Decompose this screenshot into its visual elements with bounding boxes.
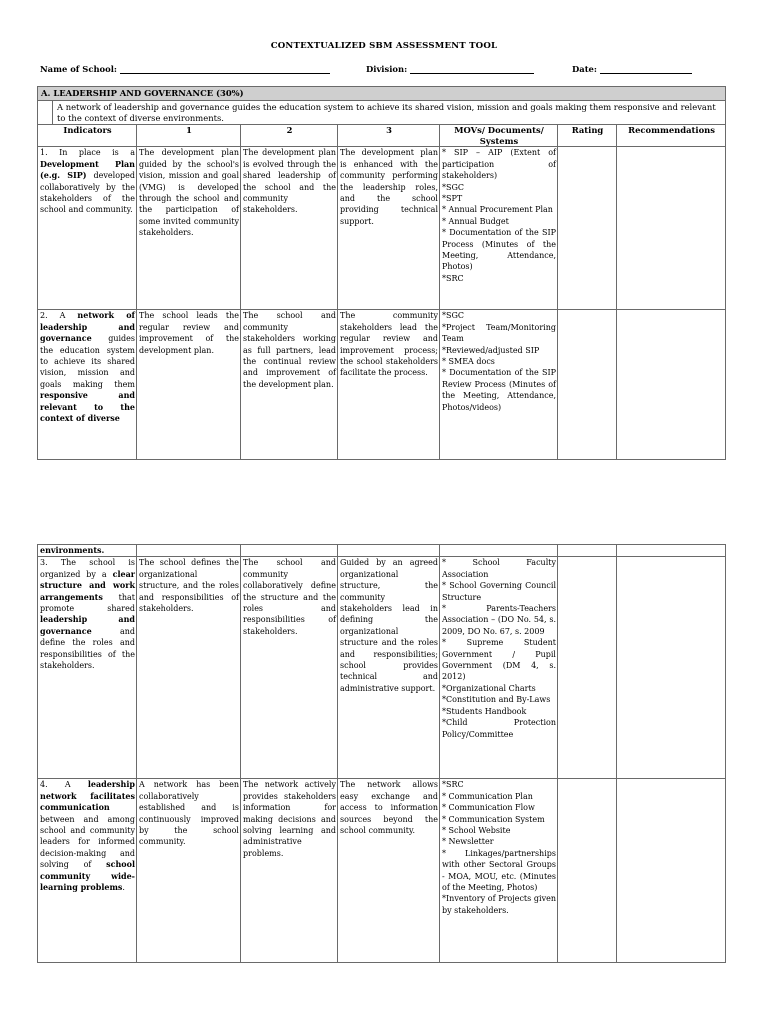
movs-cell [440,147,558,310]
table-row [38,310,726,460]
indicator-text: leadership and governance [40,614,135,636]
indicator-text: guides the education system to achieve its shared vision, mission and goals making them [40,334,135,389]
col-header-indicators: Indicators [38,125,137,147]
table-row [38,779,726,963]
level-2-cell: The network actively provides stakeholders information for making decisions and solving learning and administrative problems. [241,779,338,963]
indicator-text: clear structure and work arrangements [40,568,135,602]
mov-item: *Students Handbook [442,706,527,716]
col-header-level-3: 3 [338,125,440,147]
section-intro-row [38,101,726,125]
indicator-text: Development Plan (e.g. SIP) [40,158,135,181]
indicator-cell [38,310,137,460]
date-blank [600,65,692,74]
level-3-cell: Guided by an agreed organizational structure, the community stakeholders lead in defining the organizational structure and the roles and responsibilities; school provides technical and administrative support. [338,557,440,779]
indicator-text: school community wide-learning problems [40,859,135,893]
name-of-school-blank [120,65,330,74]
table-row [38,147,726,310]
mov-item: *Project Team/Monitoring Team [442,322,556,344]
mov-item: *Inventory of Projects given by stakeholders. [442,894,556,915]
mov-item: * SIP – AIP (Extent of participation of stakeholders) [442,148,556,181]
mov-item: *SRC [442,273,464,283]
table-row [38,557,726,779]
indicator-text: 2. A [40,311,78,321]
mov-item: *Child Protection Policy/Committee [442,718,556,739]
assessment-table-part-1 [37,86,726,460]
recommendations-cell[interactable] [617,147,726,310]
level-2-cell: The school and community collaboratively define the structure and the roles and responsibilities of stakeholders. [241,557,338,779]
col-header-movs: MOVs/ Documents/ Systems [440,125,558,147]
mov-item: * Parents-Teachers Association – (DO No. 54, s. 2009, DO No. 67, s. 2009 [442,604,556,636]
mov-item: * Linkages/partnerships with other Sectoral Groups - MOA, MOU, etc. (Minutes of the Meeting, Photos) [442,848,556,893]
date-field [572,64,692,74]
mov-item: *Constitution and By-Laws [442,695,551,705]
rating-cell[interactable] [558,557,617,779]
indicator-text: network of leadership and governance [40,310,135,344]
indicator-text: leadership network facilitates communication [40,779,135,813]
recommendations-cell[interactable] [617,310,726,460]
level-3-cell: The development plan is enhanced with the community performing the leadership roles, and the school providing technical support. [338,147,440,310]
level-1-cell: The school defines the organizational structure, and the roles and responsibilities of stakeholders. [137,557,241,779]
col-header-recommendations: Recommendations [617,125,726,147]
recommendations-cell[interactable] [617,779,726,963]
column-header-row [38,125,726,147]
mov-item: * Communication Flow [442,803,535,813]
level-1-cell: A network has been collaboratively established and is continuously improved by the school community. [137,779,241,963]
level-1-cell: The development plan guided by the school's vision, mission and goal (VMG) is developed through the school and the participation of some invited community stakeholders. [137,147,241,310]
mov-item: *SGC [442,311,464,321]
name-of-school-label: Name of School: [40,64,117,74]
mov-item: * Annual Budget [442,216,509,226]
level-2-cell: The school and community stakeholders working as full partners, lead the continual review and improvement of the development plan. [241,310,338,460]
mov-item: *Reviewed/adjusted SIP [442,345,540,355]
division-blank [410,65,534,74]
mov-item: * School Faculty Association [442,558,556,579]
indicator-text: responsive and relevant to the context of diverse [40,390,135,424]
mov-item: *SPT [442,194,463,204]
mov-item: * Newsletter [442,837,494,847]
mov-item: * School Governing Council Structure [442,581,556,602]
mov-item: *SGC [442,182,464,192]
movs-cell [440,779,558,963]
movs-cell [440,310,558,460]
date-label: Date: [572,64,597,74]
col-header-level-1: 1 [137,125,241,147]
mov-item: * SMEA docs [442,357,495,367]
mov-item: * Supreme Student Government / Pupil Government (DM 4, s. 2012) [442,638,556,682]
mov-item: * Communication System [442,814,545,824]
movs-cell [440,557,558,779]
level-3-cell: The network allows easy exchange and access to information sources beyond the school community. [338,779,440,963]
mov-item: *SRC [442,780,464,790]
document-title: CONTEXTUALIZED SBM ASSESSMENT TOOL [270,41,498,51]
indicator-text: between and among school and community leaders for informed decision-making and solving of [40,814,135,870]
section-header-row [38,87,726,101]
indicator-text: 3. The school is organized by a [40,558,135,579]
indicator-cell [38,147,137,310]
recommendations-cell[interactable] [617,557,726,779]
continuation-text: environments. [38,545,137,557]
rating-cell[interactable] [558,147,617,310]
indicator-cell [38,557,137,779]
section-intro: A network of leadership and governance guides the education system to achieve its shared vision, mission and goals making them responsive and relevant to the context of diverse environments. [53,101,726,125]
indicator-text: 1. In place is a [40,148,135,158]
indicator-text: 4. A [40,780,88,790]
continuation-row [38,545,726,557]
mov-item: * Communication Plan [442,791,533,801]
indicator-text: developed collaboratively by the stakeholders of the school and community. [40,171,135,215]
mov-item: *Organizational Charts [442,683,536,693]
name-of-school-field [40,64,330,74]
assessment-table-part-2 [37,544,726,963]
mov-item: * School Website [442,826,511,836]
indicator-cell [38,779,137,963]
indicator-text: and define the roles and responsibilities of the stakeholders. [40,626,135,671]
mov-item: * Annual Procurement Plan [442,205,553,215]
level-1-cell: The school leads the regular review and improvement of the development plan. [137,310,241,460]
rating-cell[interactable] [558,779,617,963]
mov-item: * Documentation of the SIP Process (Minutes of the Meeting, Attendance, Photos) [442,228,556,272]
mov-item: * Documentation of the SIP Review Process (Minutes of the Meeting, Attendance, Photos/videos) [442,368,556,412]
col-header-level-2: 2 [241,125,338,147]
level-3-cell: The community stakeholders lead the regular review and improvement process; the school stakeholders facilitate the process. [338,310,440,460]
level-2-cell: The development plan is evolved through the shared leadership of the school and the community stakeholders. [241,147,338,310]
section-title: A. LEADERSHIP AND GOVERNANCE (30%) [38,87,726,101]
division-label: Division: [366,64,408,74]
indicator-text: . [122,883,125,893]
rating-cell[interactable] [558,310,617,460]
indicator-text: that promote shared [40,592,135,614]
col-header-rating: Rating [558,125,617,147]
division-field [366,64,534,74]
